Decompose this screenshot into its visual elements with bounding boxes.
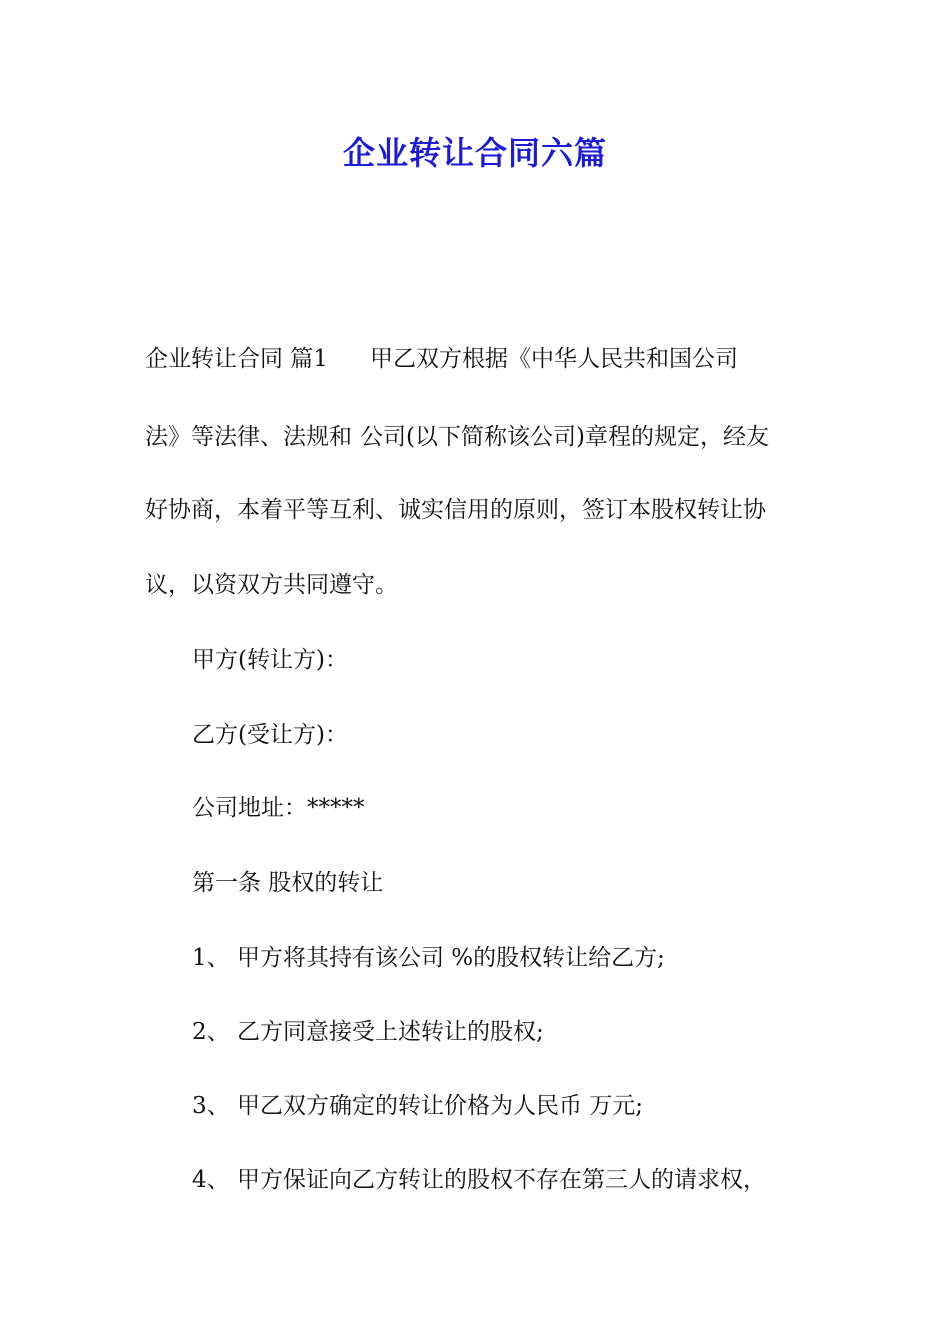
section-heading: 企业转让合同 篇1 [145, 346, 328, 372]
document-title: 企业转让合同六篇 [342, 134, 607, 172]
paragraph-text: 法》等法律、法规和 [145, 424, 352, 450]
list-item: 1、 甲方将其持有该公司 %的股权转让给乙方; [192, 945, 665, 971]
paragraph-line-4: 议，以资双方共同遵守。 [145, 572, 398, 598]
paragraph-line-2 [145, 422, 825, 452]
paragraph-text: 公司(以下简称该公司)章程的规定，经友 [360, 424, 769, 450]
paragraph-line-1 [145, 344, 825, 374]
paragraph-line-3: 好协商，本着平等互利、诚实信用的原则，签订本股权转让协 [145, 497, 766, 523]
party-b-label: 乙方(受让方)： [192, 722, 348, 748]
article-heading: 第一条 股权的转让 [192, 870, 384, 896]
list-item: 3、 甲乙双方确定的转让价格为人民币 万元; [192, 1093, 644, 1119]
party-a-label: 甲方(转让方)： [192, 647, 348, 673]
list-item: 2、 乙方同意接受上述转让的股权; [192, 1019, 544, 1045]
list-item: 4、 甲方保证向乙方转让的股权不存在第三人的请求权， [192, 1167, 766, 1193]
company-address: 公司地址：***** [192, 795, 365, 821]
paragraph-text: 甲乙双方根据《中华人民共和国公司 [369, 346, 738, 372]
